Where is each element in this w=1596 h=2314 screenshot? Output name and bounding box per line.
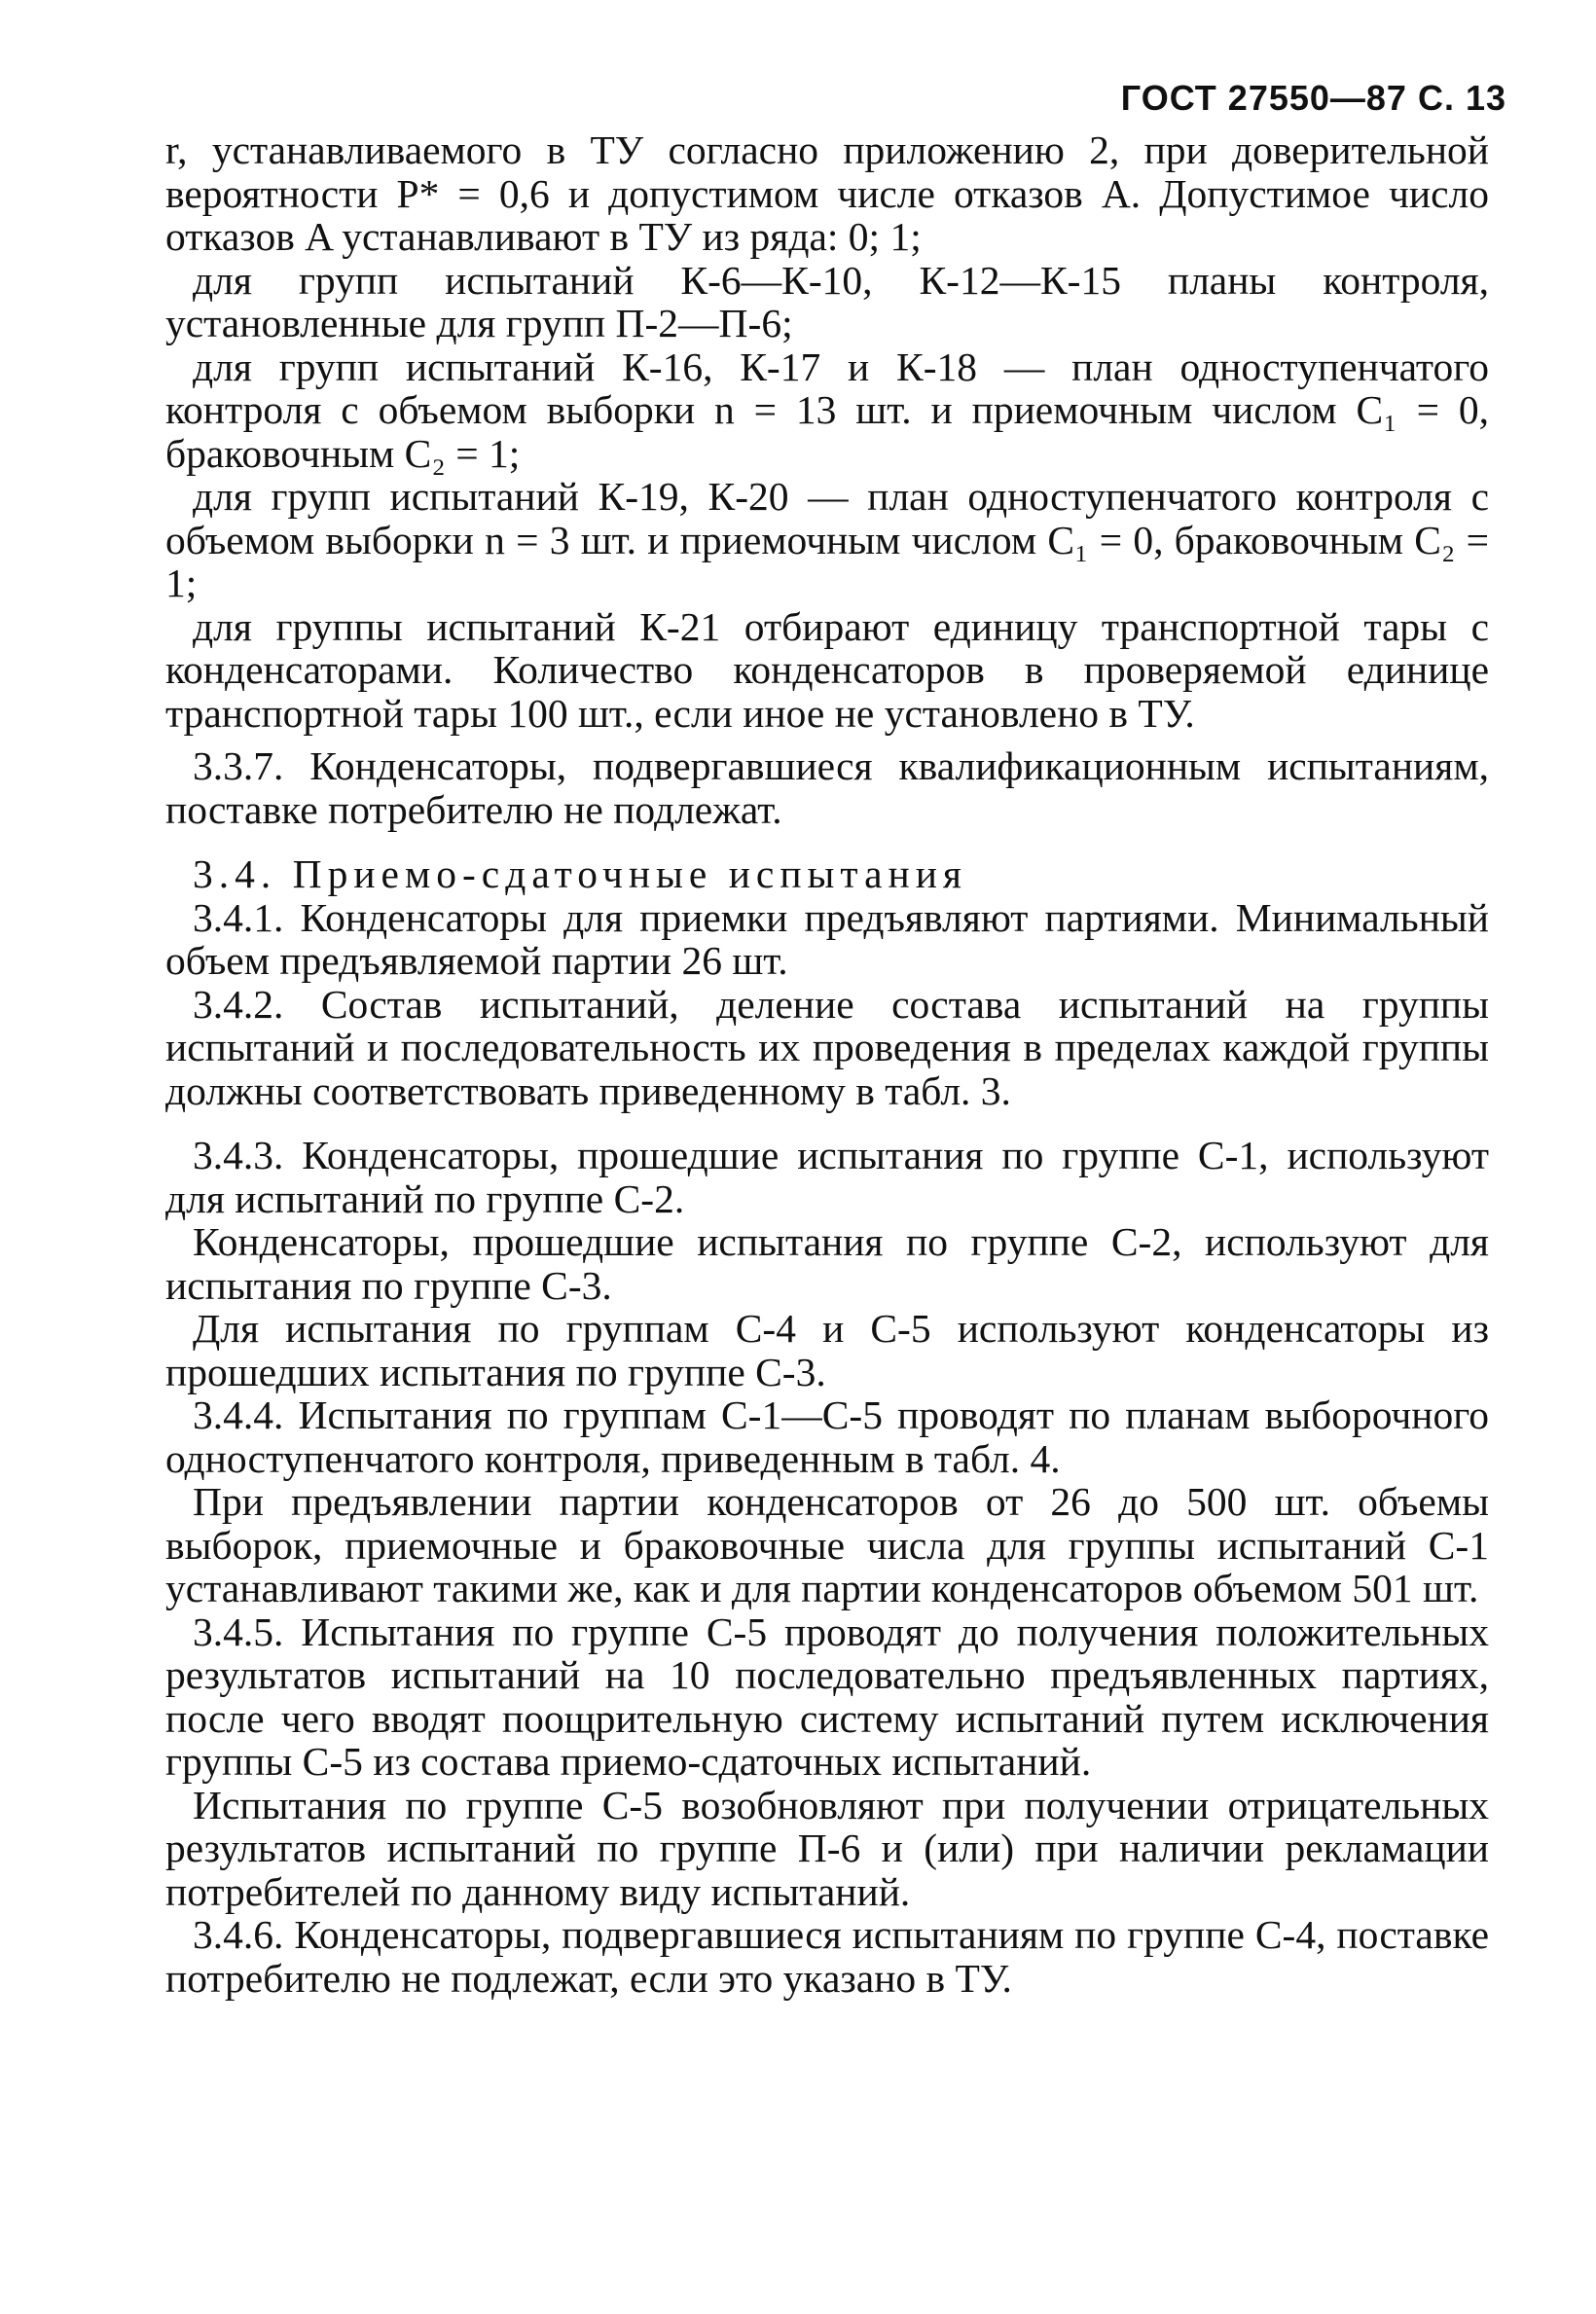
paragraph-3-4-2: 3.4.2. Состав испытаний, деление состава испытаний на группы испытаний и последовательность их проведения в пределах каждой группы должны соответствовать приведенному в табл. 3. xyxy=(165,981,1489,1113)
paragraph-3-4-3: 3.4.3. Конденсаторы, прошедшие испытания по группе С-1, используют для испытаний по группе С-2. xyxy=(165,1133,1489,1221)
paragraph-groups-k19-k20: для групп испытаний К-19, К-20 — план одноступенчатого контроля с объемом выборки n = 3 шт. и приемочным числом C₁ = 0, браковочным C₂ = 1; xyxy=(165,474,1489,605)
paragraph-3-4-3-c4-c5: Для испытания по группам С-4 и С-5 используют конденсаторы из прошедших испытания по группе С-3. xyxy=(165,1306,1489,1394)
section-title-3-4: 3.4. Приемо-сдаточные испытания xyxy=(193,851,967,896)
paragraph-groups-k16-k18: для групп испытаний К-16, К-17 и К-18 — план одноступенчатого контроля с объемом выборки n = 13 шт. и приемочным числом C₁ = 0, браковочным C₂ = 1; xyxy=(165,343,1489,476)
paragraph-3-4-4: 3.4.4. Испытания по группам С-1—С-5 проводят по планам выборочного одноступенчатого контроля, приведенным в табл. 4. xyxy=(165,1392,1489,1481)
paragraph-3-4-3-c2: Конденсаторы, прошедшие испытания по группе С-2, используют для испытания по группе С-3. xyxy=(165,1219,1489,1308)
paragraph-continuation: r, устанавливаемого в ТУ согласно приложению 2, при доверительной вероятности P* = 0,6 и допустимом числе отказов A. Допустимое число отказов A устанавливают в ТУ из ряда: 0; 1; xyxy=(165,127,1489,259)
paragraph-3-4-6: 3.4.6. Конденсаторы, подвергавшиеся испытаниям по группе С-4, поставке потребителю не подлежат, если это указано в ТУ. xyxy=(165,1912,1489,2001)
paragraph-groups-k6-k15: для групп испытаний К-6—К-10, К-12—К-15 планы контроля, установленные для групп П-2—П-6; xyxy=(165,257,1489,345)
paragraph-3-4-1: 3.4.1. Конденсаторы для приемки предъявляют партиями. Минимальный объем предъявляемой партии 26 шт. xyxy=(165,894,1489,983)
paragraph-3-4-4-lots: При предъявлении партии конденсаторов от 26 до 500 шт. объемы выборок, приемочные и браковочные числа для группы испытаний С-1 устанавливают такими же, как и для партии конденсаторов объемом 501 шт. xyxy=(165,1479,1489,1610)
page-header: ГОСТ 27550—87 С. 13 xyxy=(1120,78,1506,118)
paragraph-group-k21: для группы испытаний К-21 отбирают единицу транспортной тары с конденсаторами. Количество конденсаторов в проверяемой единице транспортной тары 100 шт., если иное не установлено в ТУ. xyxy=(165,603,1489,736)
paragraph-3-3-7: 3.3.7. Конденсаторы, подвергавшиеся квалификационным испытаниям, поставке потребителю не подлежат. xyxy=(165,743,1489,832)
document-page xyxy=(165,68,1506,2001)
paragraph-3-4-5-resume: Испытания по группе С-5 возобновляют при получении отрицательных результатов испытаний по группе П-6 и (или) при наличии рекламации потребителей по данному виду испытаний. xyxy=(165,1782,1489,1914)
paragraph-3-4-5: 3.4.5. Испытания по группе С-5 проводят до получения положительных результатов испытаний на 10 последовательно предъявленных партиях, после чего вводят поощрительную систему испытаний путем исключения группы С-5 из состава приемо-сдаточных испытаний. xyxy=(165,1609,1489,1784)
